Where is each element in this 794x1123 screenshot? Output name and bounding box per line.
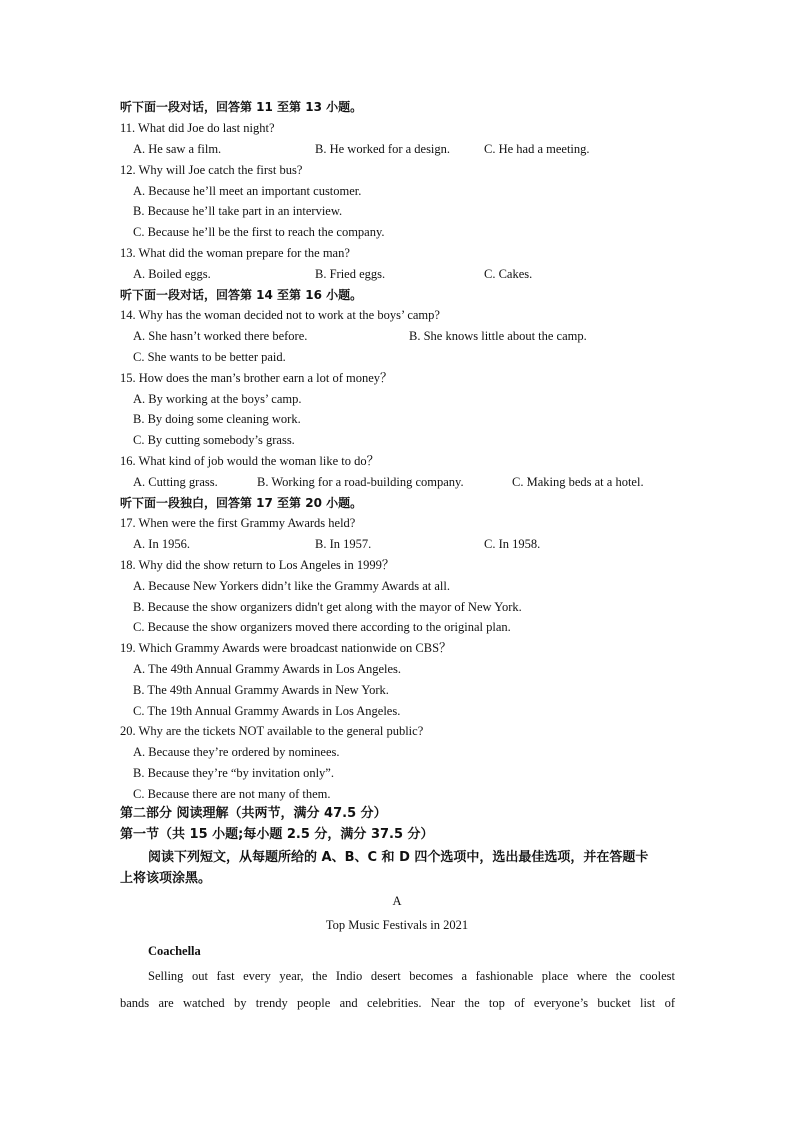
option-16-b: B. Working for a road-building company. (257, 475, 464, 489)
option-12-a: A. Because he’ll meet an important customer. (133, 184, 362, 198)
instruction-line-1: 阅读下列短文，从每题所给的 A、B、C 和 D 四个选项中，选出最佳选项，并在答题卡 (148, 850, 649, 865)
question-14: 14. Why has the woman decided not to work at the boys’ camp? (120, 308, 440, 322)
section-header-11-13: 听下面一段对话，回答第 11 至第 13 小题。 (120, 100, 363, 114)
option-20-b: B. Because they’re “by invitation only”. (133, 766, 334, 780)
paragraph-line-2: bands are watched by trendy people and celebrities. Near the top of everyone’s bucket list of (120, 996, 675, 1010)
option-20-a: A. Because they’re ordered by nominees. (133, 745, 340, 759)
option-15-c: C. By cutting somebody’s grass. (133, 433, 295, 447)
option-14-c: C. She wants to be better paid. (133, 350, 286, 364)
option-20-c: C. Because there are not many of them. (133, 787, 331, 801)
option-11-c: C. He had a meeting. (484, 142, 590, 156)
option-12-b: B. Because he’ll take part in an interview. (133, 204, 343, 218)
option-16-a: A. Cutting grass. (133, 475, 218, 489)
option-18-a: A. Because New Yorkers didn’t like the Grammy Awards at all. (133, 579, 450, 593)
passage-title: Top Music Festivals in 2021 (325, 918, 469, 932)
question-17: 17. When were the first Grammy Awards held? (120, 516, 356, 530)
option-17-b: B. In 1957. (315, 537, 372, 551)
question-12: 12. Why will Joe catch the first bus? (120, 163, 303, 177)
option-13-b: B. Fried eggs. (315, 267, 386, 281)
question-18: 18. Why did the show return to Los Angeles in 1999？ (120, 558, 395, 572)
option-12-c: C. Because he’ll be the first to reach the company. (133, 225, 385, 239)
passage-label: A (392, 894, 402, 908)
paragraph-line-1: Selling out fast every year, the Indio desert becomes a fashionable place where the coolest (148, 969, 675, 983)
option-14-a: A. She hasn’t worked there before. (133, 329, 308, 343)
option-18-c: C. Because the show organizers moved there according to the original plan. (133, 620, 511, 634)
option-17-c: C. In 1958. (484, 537, 541, 551)
part-two-header: 第二部分 阅读理解（共两节，满分 47.5 分） (120, 806, 387, 821)
option-18-b: B. Because the show organizers didn't get along with the mayor of New York. (133, 600, 522, 614)
question-20: 20. Why are the tickets NOT available to the general public? (120, 724, 424, 738)
question-19: 19. Which Grammy Awards were broadcast nationwide on CBS？ (120, 641, 452, 655)
section-header-17-20: 听下面一段独白，回答第 17 至第 20 小题。 (120, 496, 363, 510)
option-19-b: B. The 49th Annual Grammy Awards in New York. (133, 683, 389, 697)
instruction-line-2: 上将该项涂黑。 (120, 871, 212, 886)
option-19-a: A. The 49th Annual Grammy Awards in Los Angeles. (133, 662, 402, 676)
option-15-b: B. By doing some cleaning work. (133, 412, 301, 426)
section-one-header: 第一节（共 15 小题;每小题 2.5 分，满分 37.5 分） (120, 827, 434, 842)
section-header-14-16: 听下面一段对话，回答第 14 至第 16 小题。 (120, 288, 363, 302)
option-17-a: A. In 1956. (133, 537, 190, 551)
question-15: 15. How does the man’s brother earn a lot of money？ (120, 371, 393, 385)
subheading-coachella: Coachella (148, 944, 201, 958)
option-11-a: A. He saw a film. (133, 142, 222, 156)
question-11: 11. What did Joe do last night? (120, 121, 275, 135)
option-16-c: C. Making beds at a hotel. (512, 475, 644, 489)
option-13-a: A. Boiled eggs. (133, 267, 211, 281)
question-16: 16. What kind of job would the woman like to do？ (120, 454, 380, 468)
option-15-a: A. By working at the boys’ camp. (133, 392, 302, 406)
option-14-b: B. She knows little about the camp. (409, 329, 587, 343)
option-19-c: C. The 19th Annual Grammy Awards in Los Angeles. (133, 704, 401, 718)
question-13: 13. What did the woman prepare for the man? (120, 246, 350, 260)
option-11-b: B. He worked for a design. (315, 142, 451, 156)
option-13-c: C. Cakes. (484, 267, 533, 281)
